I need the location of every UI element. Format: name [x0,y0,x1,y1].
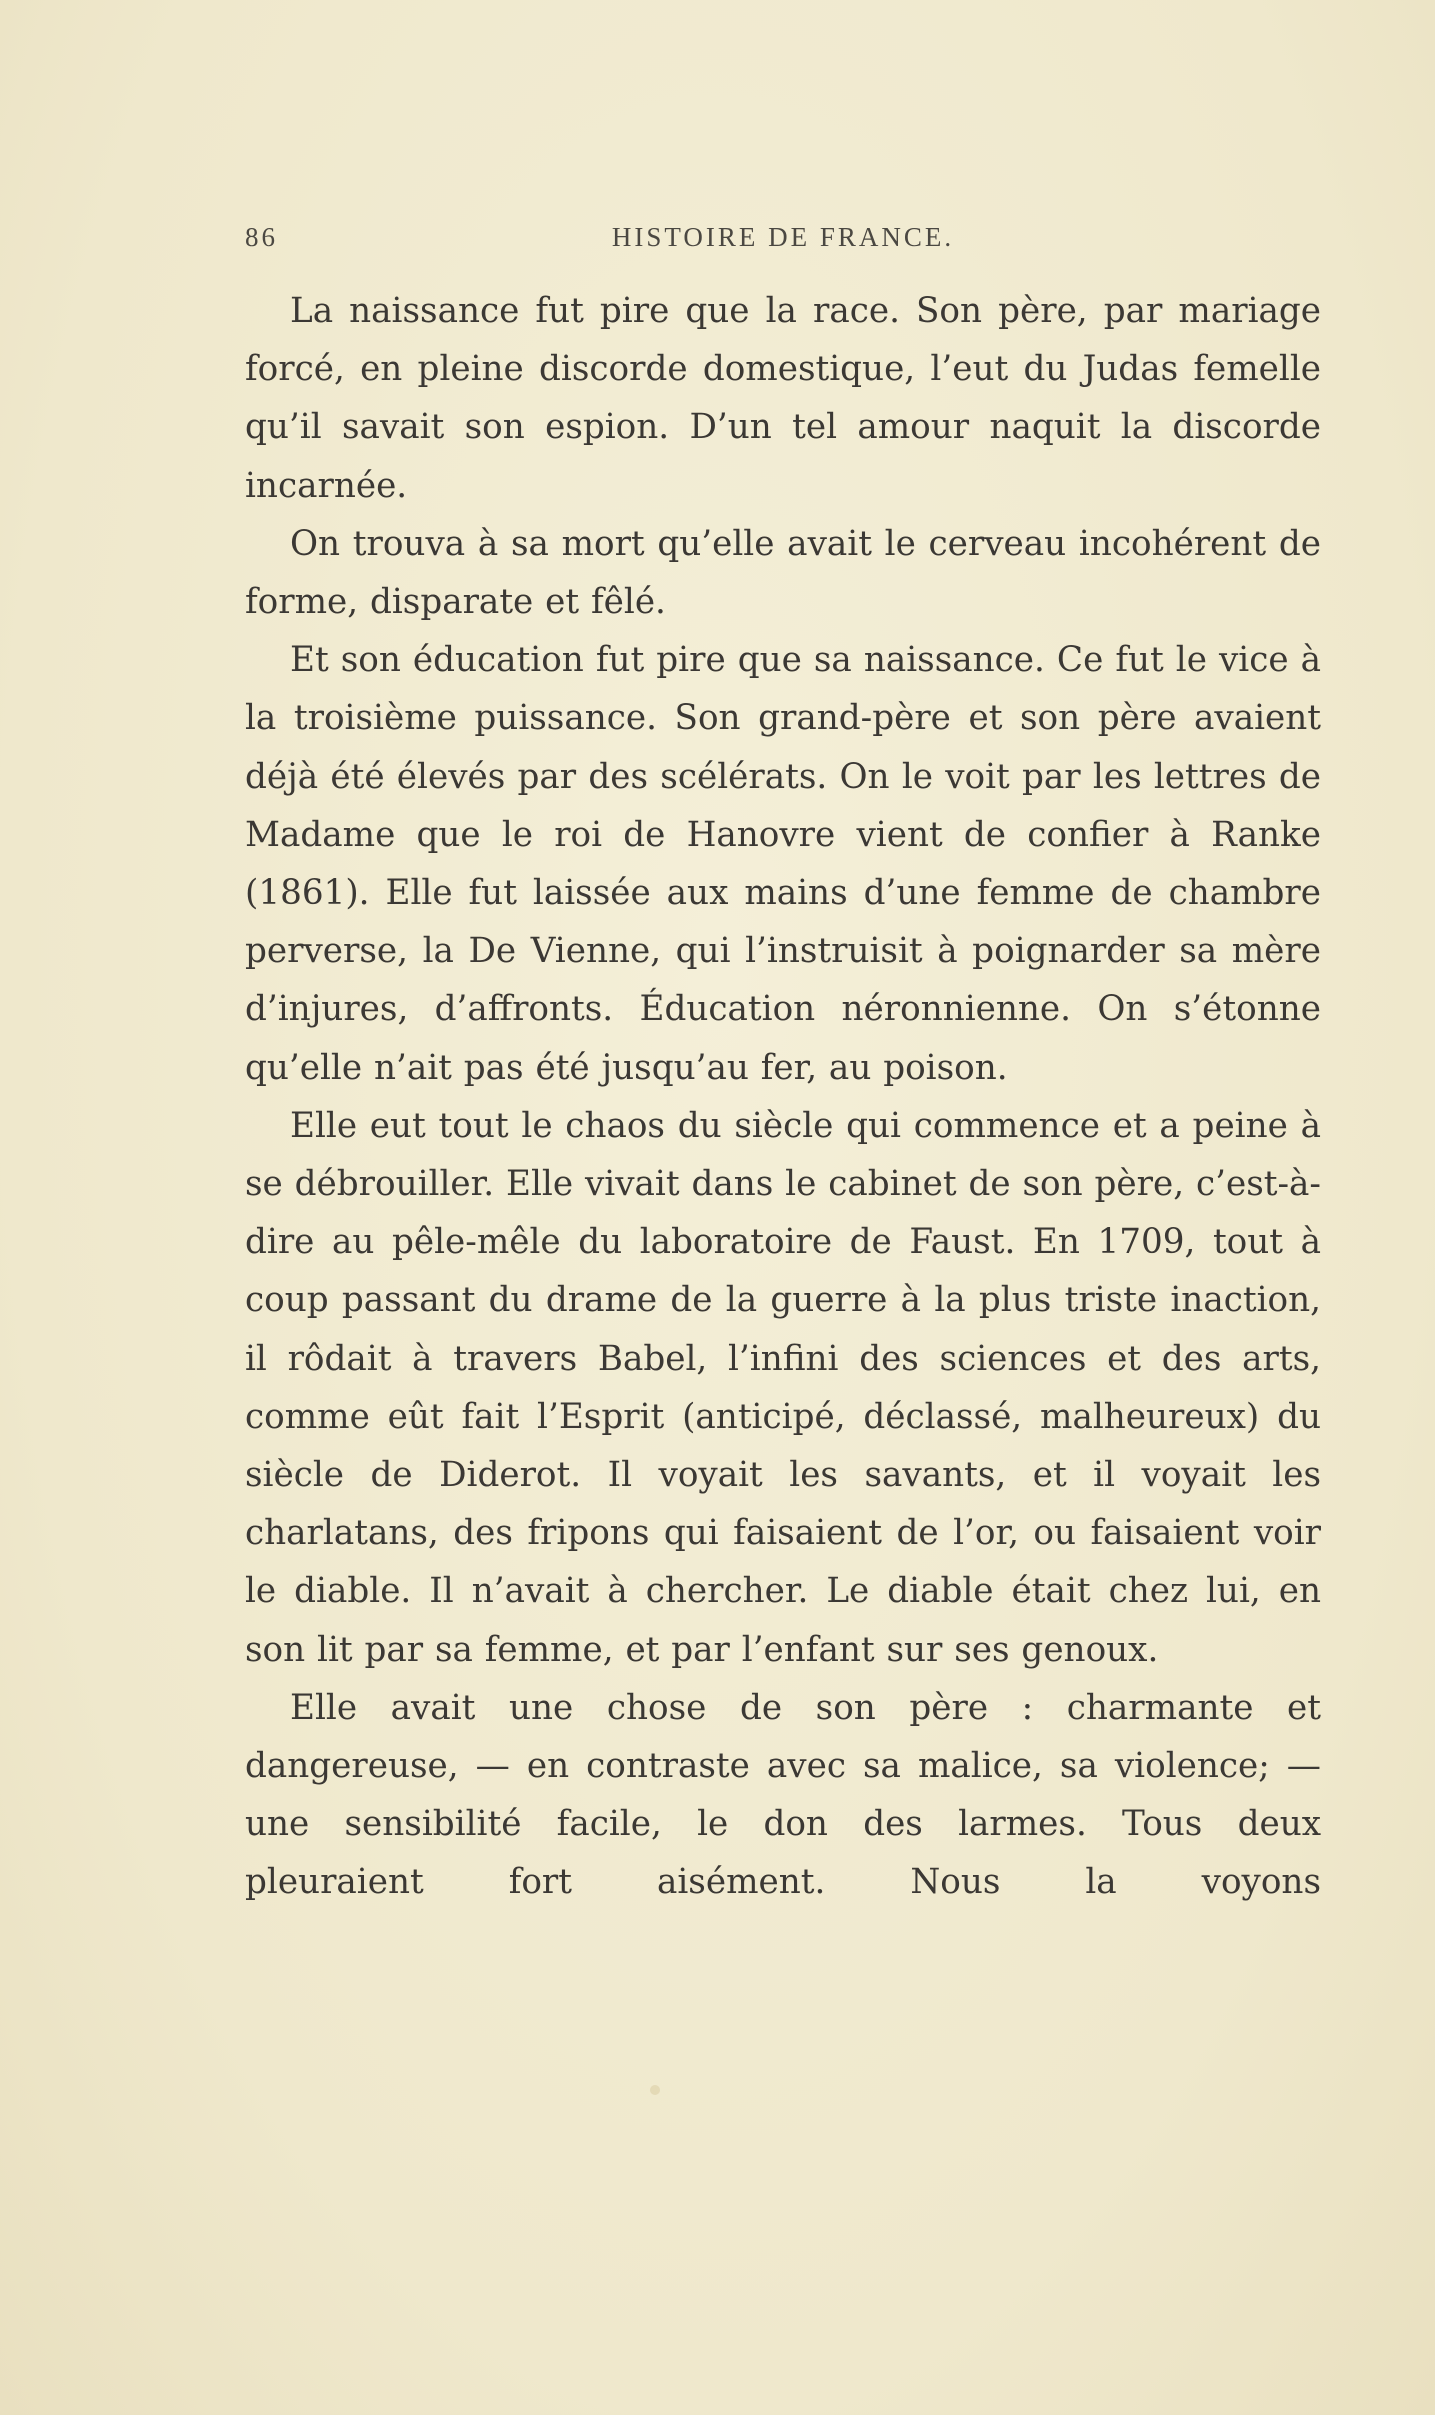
paragraph: Et son éducation fut pire que sa naissance. Ce fut le vice à la troisième puissance. Son grand-père et son père avaient déjà été élevés par des scélérats. On le voit par les lettres de Madame que le roi de Hanovre vient de confier à Ranke (1861). Elle fut laissée aux mains d’une femme de chambre perverse, la De Vienne, qui l’instruisit à poignarder sa mère d’injures, d’affronts. Éducation néronnienne. On s’étonne qu’elle n’ait pas été jusqu’au fer, au poison. [245,640,1321,1088]
paragraph: Elle avait une chose de son père : charmante et dangereuse, — en contraste avec sa malice, sa violence; — une sensibilité facile, le don des larmes. Tous deux pleuraient fort aisément. Nous la voyons [245,1687,1321,1903]
body-text [245,282,1321,1912]
page-header [245,222,1321,262]
paper-stain [650,2085,660,2095]
paragraph: La naissance fut pire que la race. Son père, par mariage forcé, en pleine discorde domestique, l’eut du Judas femelle qu’il savait son espion. D’un tel amour naquit la discorde incarnée. [245,291,1321,506]
page-number: 86 [245,222,278,252]
paragraph: On trouva à sa mort qu’elle avait le cerveau incohérent de forme, disparate et fêlé. [245,523,1321,623]
running-head: HISTOIRE DE FRANCE. [611,222,955,252]
paragraph: Elle eut tout le chaos du siècle qui commence et a peine à se débrouiller. Elle vivait dans le cabinet de son père, c’est-à-dire au pêle-mêle du laboratoire de Faust. En 1709, tout à coup passant du drame de la guerre à la plus triste inaction, il rôdait à travers Babel, l’infini des sciences et des arts, comme eût fait l’Esprit (anticipé, déclassé, malheureux) du siècle de Diderot. Il voyait les savants, et il voyait les charlatans, des fripons qui faisaient de l’or, ou faisaient voir le diable. Il n’avait à chercher. Le diable était chez lui, en son lit par sa femme, et par l’enfant sur ses genoux. [245,1105,1321,1670]
